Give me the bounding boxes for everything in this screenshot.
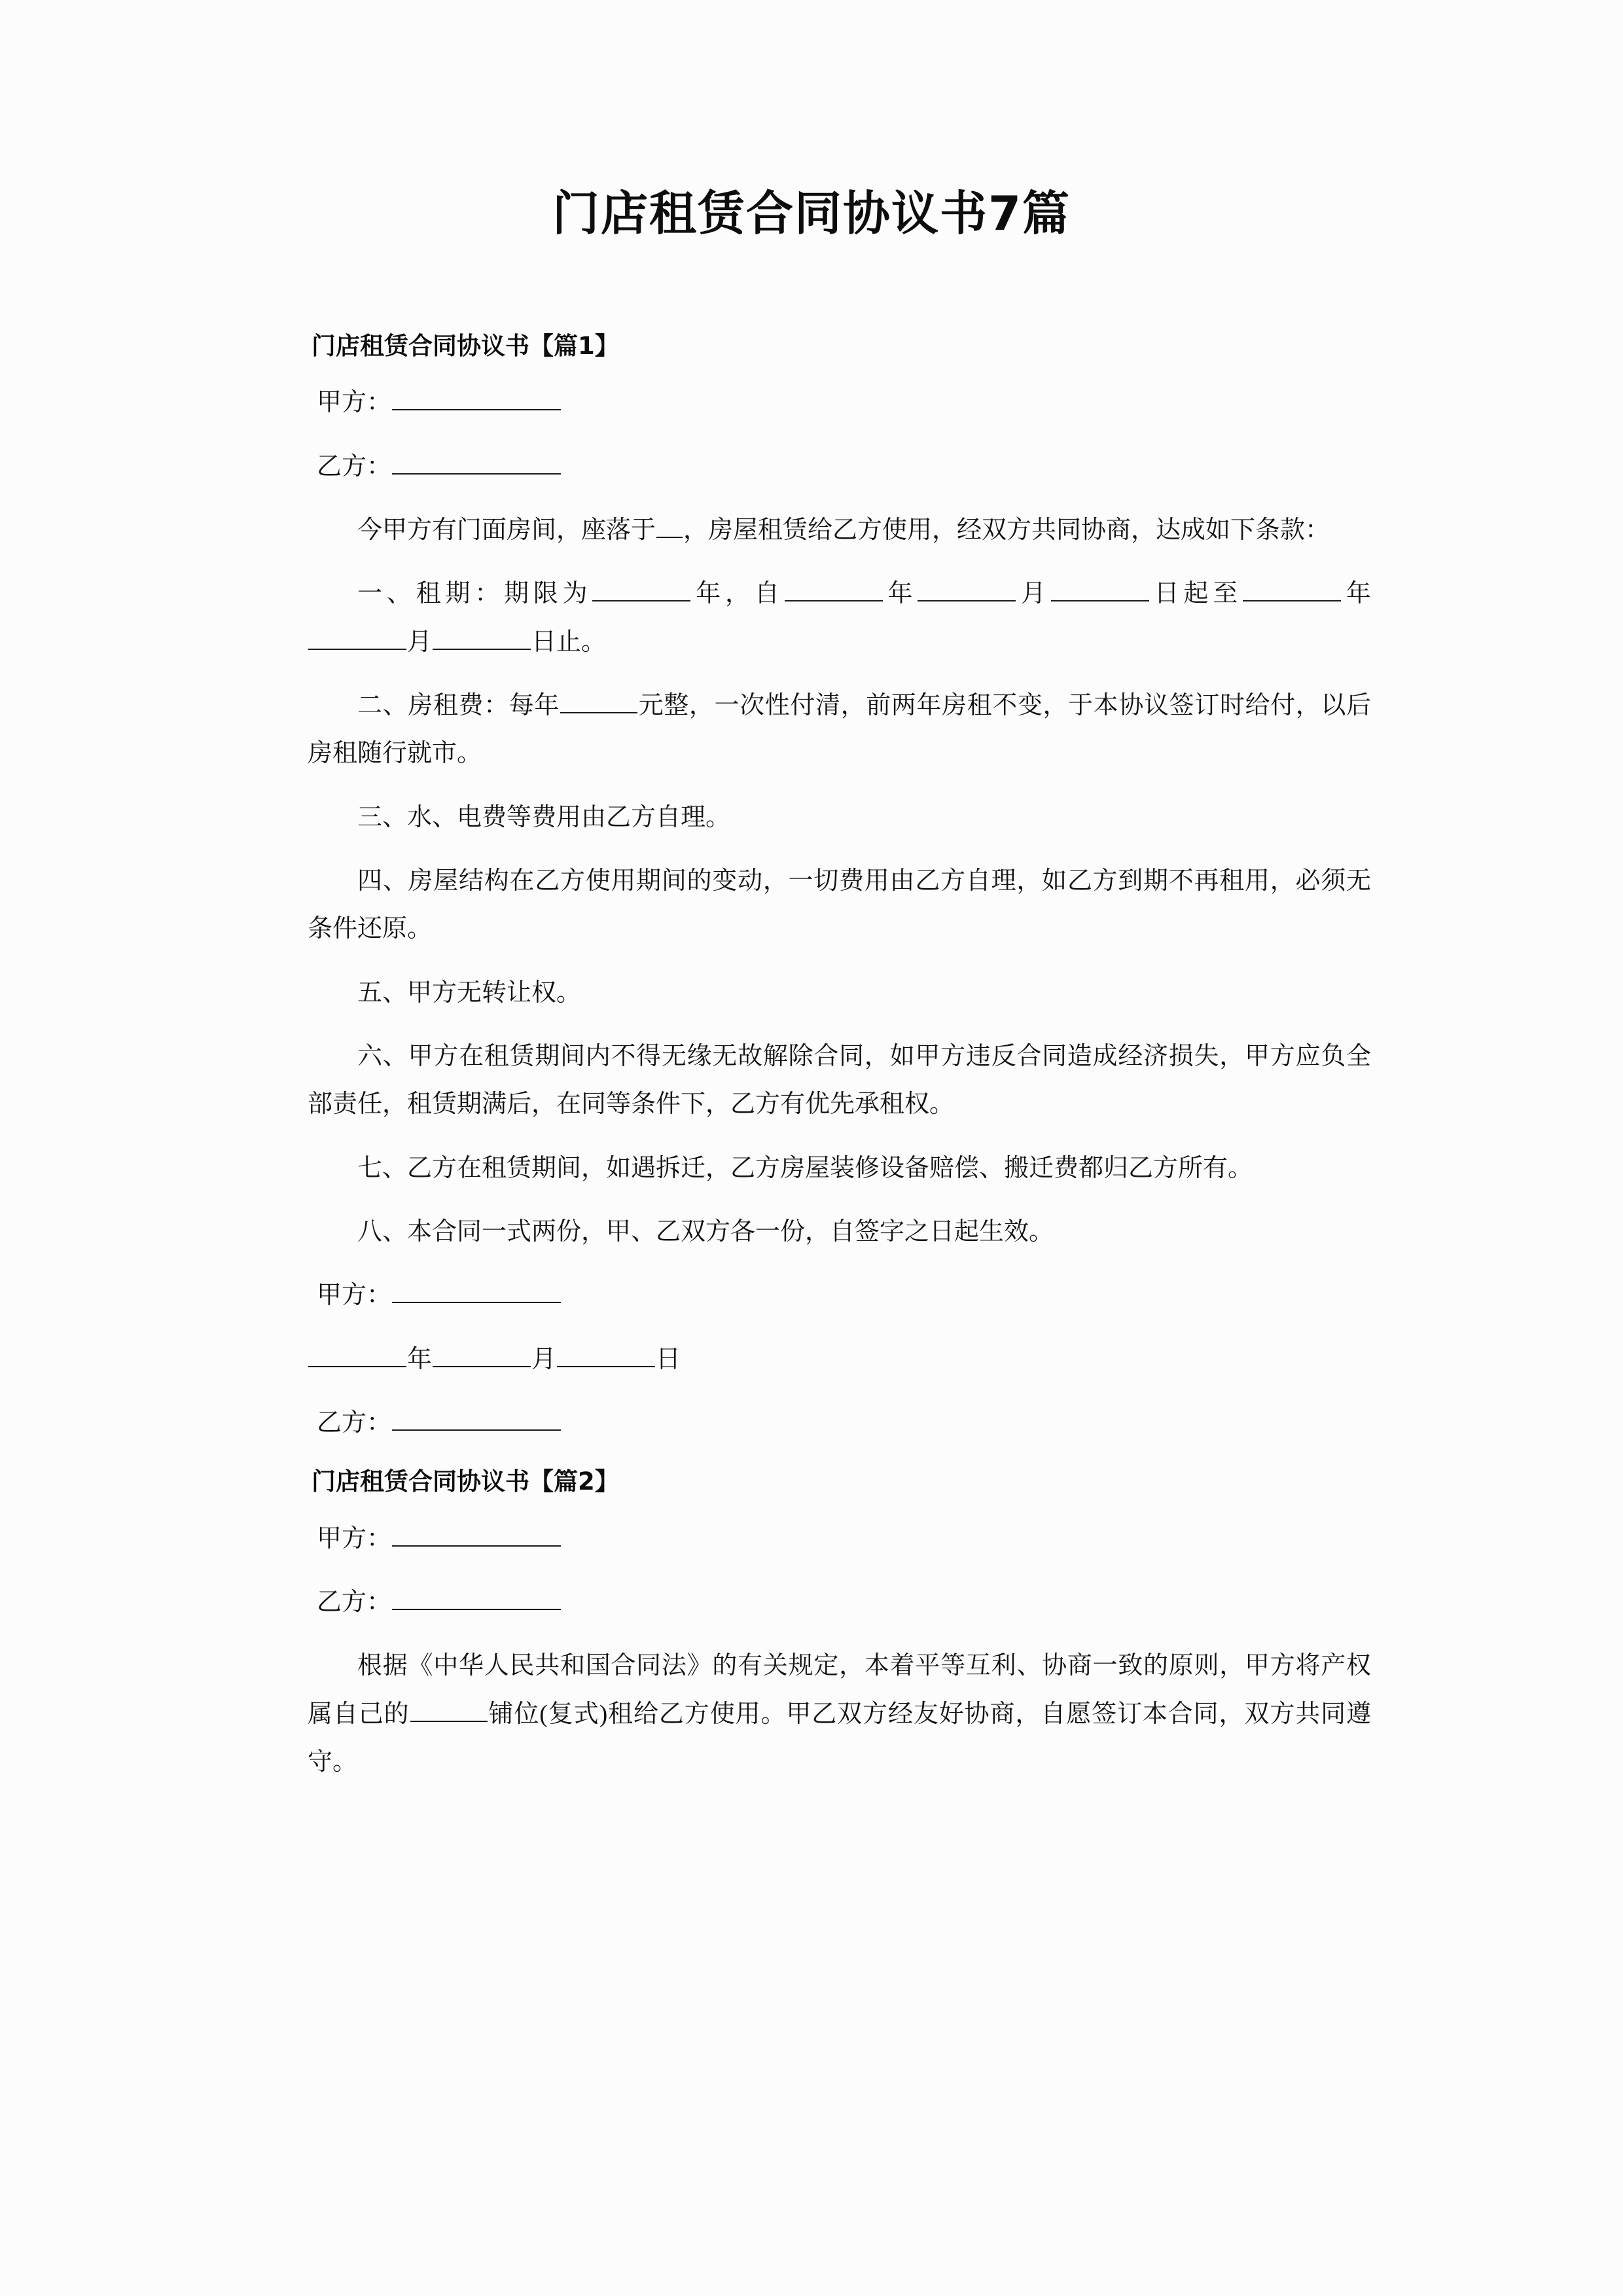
intro-text-after: ，房屋租赁给乙方使用，经双方共同协商，达成如下条款：	[683, 516, 1330, 544]
page-title: 门店租赁合同协议书7篇	[552, 186, 1071, 241]
signature-day-blank[interactable]	[557, 1343, 655, 1367]
party-a-label: 甲方：	[317, 389, 392, 417]
start-day-blank[interactable]	[1051, 577, 1149, 601]
party-b-line-2	[308, 1579, 1371, 1626]
clause-1-part-5: 年	[1342, 580, 1371, 608]
party-a-blank-2[interactable]	[392, 1522, 561, 1547]
section-heading-2: 门店租赁合同协议书【篇2】	[312, 1467, 619, 1496]
party-a-blank[interactable]	[392, 386, 561, 410]
clause-1-part-0: 租期：期限为	[416, 580, 592, 608]
party-b-blank[interactable]	[392, 450, 561, 475]
signature-month-blank[interactable]	[433, 1343, 531, 1367]
signature-party-b-label: 乙方：	[317, 1408, 392, 1437]
clause-3	[308, 794, 1371, 842]
clause-2-part-0: 房租费：每年	[408, 691, 560, 719]
signature-party-a-label: 甲方：	[317, 1282, 392, 1310]
clause-1-part-7: 日止。	[531, 628, 607, 656]
clause-8	[308, 1208, 1371, 1256]
clause-1-part-2: 年	[883, 580, 918, 608]
clause-5-text: 甲方无转让权。	[407, 978, 582, 1007]
start-year-blank[interactable]	[785, 577, 883, 601]
party-b-label: 乙方：	[317, 452, 392, 480]
end-month-blank[interactable]	[308, 626, 406, 650]
party-b-label-2: 乙方：	[317, 1588, 392, 1616]
intro-2-text-before: 根据《中华人民共和国合同法》的有关规定，本着平等互利、协商一致的原则，甲方将产权属自己的	[308, 1652, 1371, 1728]
document-body	[308, 327, 1371, 1802]
term-years-blank[interactable]	[592, 577, 690, 601]
clause-1-number: 一、	[357, 580, 416, 608]
signature-year-label: 年	[407, 1345, 433, 1373]
location-blank[interactable]	[656, 514, 683, 538]
signature-year-blank[interactable]	[308, 1343, 406, 1367]
clause-7-text: 乙方在租赁期间，如遇拆迁，乙方房屋装修设备赔偿、搬迁费都归乙方所有。	[407, 1154, 1253, 1182]
signature-party-b-line	[308, 1399, 1371, 1447]
signature-party-a-blank[interactable]	[392, 1279, 561, 1303]
signature-party-a-line	[308, 1272, 1371, 1319]
clause-4	[308, 857, 1371, 954]
intro-2-text-after: 铺位(复式)租给乙方使用。甲乙双方经友好协商，自愿签订本合同，双方共同遵守。	[308, 1700, 1371, 1776]
signature-party-b-blank[interactable]	[392, 1407, 561, 1431]
section-2-intro	[308, 1642, 1371, 1786]
clause-3-number: 三、	[357, 803, 408, 831]
signature-day-label: 日	[656, 1345, 681, 1373]
shop-unit-blank[interactable]	[410, 1698, 488, 1722]
party-a-label-2: 甲方：	[317, 1524, 392, 1552]
clause-5-number: 五、	[357, 978, 408, 1007]
start-month-blank[interactable]	[918, 577, 1016, 601]
clause-1-part-4: 日起至	[1149, 580, 1243, 608]
party-b-blank-2[interactable]	[392, 1586, 561, 1610]
section-heading-1: 门店租赁合同协议书【篇1】	[312, 332, 619, 360]
clause-1	[308, 570, 1371, 666]
clause-7	[308, 1145, 1371, 1193]
intro-text-before: 今甲方有门面房间，座落于	[357, 516, 656, 544]
party-b-line-1	[308, 443, 1371, 491]
clause-8-number: 八、	[357, 1217, 408, 1246]
annual-rent-blank[interactable]	[560, 689, 637, 713]
clause-6-number: 六、	[357, 1042, 408, 1070]
clause-4-number: 四、	[357, 867, 408, 895]
clause-3-text: 水、电费等费用由乙方自理。	[407, 803, 731, 831]
party-a-line-1	[308, 379, 1371, 427]
section-1-intro	[308, 507, 1371, 554]
clause-2-part-1: 元整，一次性付清，前两年房租不变，于本协议签订时给付，以后房租随行就市。	[308, 691, 1371, 768]
clause-1-part-3: 月	[1016, 580, 1050, 608]
party-a-line-2	[308, 1515, 1371, 1563]
signature-date-line	[308, 1336, 1371, 1384]
clause-1-part-1: 年，自	[691, 580, 784, 608]
clause-4-text: 房屋结构在乙方使用期间的变动，一切费用由乙方自理，如乙方到期不再租用，必须无条件还原。	[308, 867, 1371, 943]
clause-2-number: 二、	[357, 691, 408, 719]
clause-1-part-6: 月	[407, 628, 433, 656]
signature-month-label: 月	[531, 1345, 557, 1373]
clause-6	[308, 1033, 1371, 1129]
clause-5	[308, 969, 1371, 1017]
end-day-blank[interactable]	[433, 626, 531, 650]
clause-2	[308, 682, 1371, 778]
clause-8-text: 本合同一式两份，甲、乙双方各一份，自签字之日起生效。	[407, 1217, 1054, 1246]
clause-6-text: 甲方在租赁期间内不得无缘无故解除合同，如甲方违反合同造成经济损失，甲方应负全部责任，租赁期满后，在同等条件下，乙方有优先承租权。	[308, 1042, 1371, 1119]
end-year-blank[interactable]	[1243, 577, 1341, 601]
clause-7-number: 七、	[357, 1154, 408, 1182]
